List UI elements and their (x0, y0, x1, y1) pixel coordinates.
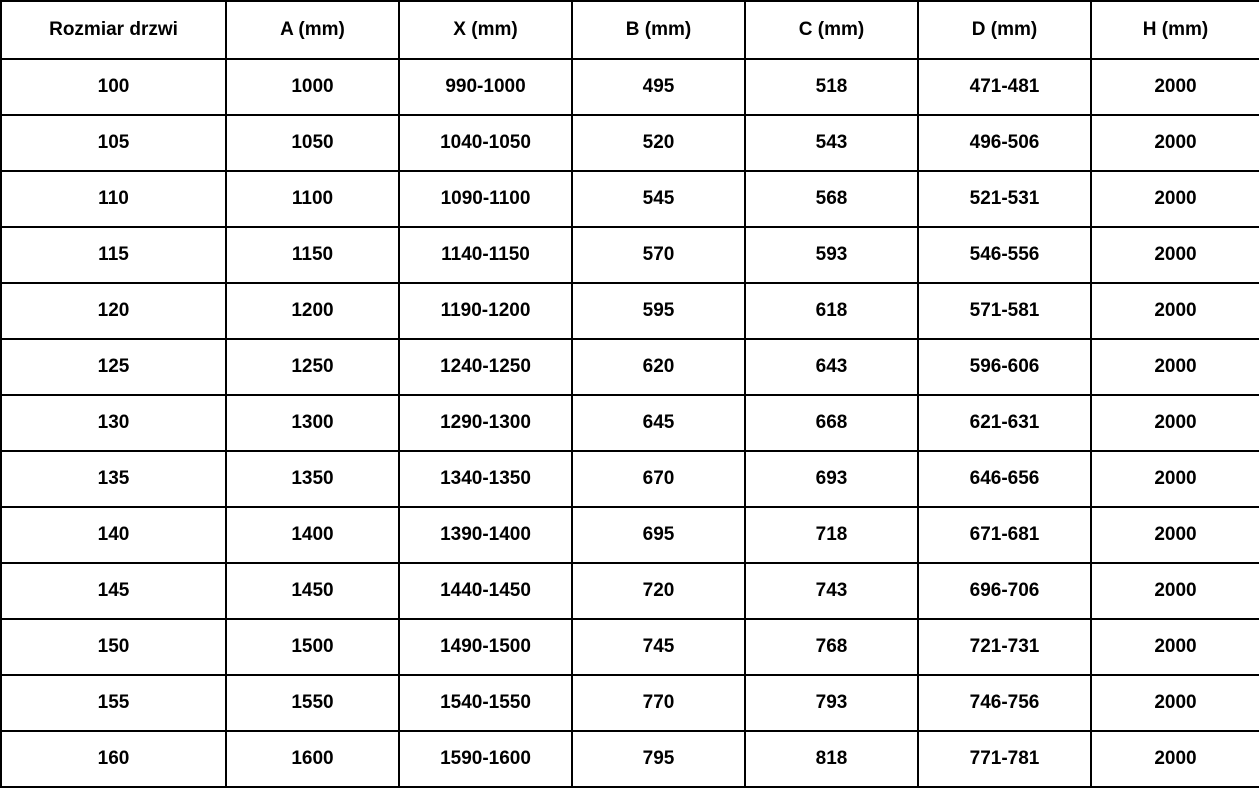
cell-x: 990-1000 (399, 59, 572, 115)
cell-c: 543 (745, 115, 918, 171)
cell-d: 471-481 (918, 59, 1091, 115)
cell-b: 795 (572, 731, 745, 787)
table-row (1, 563, 1259, 619)
cell-d: 621-631 (918, 395, 1091, 451)
cell-c: 693 (745, 451, 918, 507)
cell-h: 2000 (1091, 619, 1259, 675)
cell-d: 671-681 (918, 507, 1091, 563)
cell-x: 1490-1500 (399, 619, 572, 675)
cell-a: 1250 (226, 339, 399, 395)
cell-a: 1200 (226, 283, 399, 339)
table-row (1, 59, 1259, 115)
cell-a: 1350 (226, 451, 399, 507)
cell-b: 570 (572, 227, 745, 283)
cell-size: 105 (1, 115, 226, 171)
cell-b: 545 (572, 171, 745, 227)
cell-size: 140 (1, 507, 226, 563)
column-header-x: X (mm) (399, 1, 572, 59)
cell-c: 593 (745, 227, 918, 283)
column-header-d: D (mm) (918, 1, 1091, 59)
cell-x: 1140-1150 (399, 227, 572, 283)
cell-c: 668 (745, 395, 918, 451)
table-row (1, 395, 1259, 451)
cell-b: 495 (572, 59, 745, 115)
cell-x: 1090-1100 (399, 171, 572, 227)
cell-c: 743 (745, 563, 918, 619)
cell-b: 620 (572, 339, 745, 395)
cell-h: 2000 (1091, 675, 1259, 731)
cell-a: 1150 (226, 227, 399, 283)
cell-b: 745 (572, 619, 745, 675)
cell-x: 1540-1550 (399, 675, 572, 731)
cell-size: 160 (1, 731, 226, 787)
column-header-rozmiar-drzwi: Rozmiar drzwi (1, 1, 226, 59)
cell-h: 2000 (1091, 171, 1259, 227)
cell-size: 135 (1, 451, 226, 507)
cell-h: 2000 (1091, 451, 1259, 507)
cell-a: 1000 (226, 59, 399, 115)
cell-size: 120 (1, 283, 226, 339)
cell-a: 1300 (226, 395, 399, 451)
cell-x: 1040-1050 (399, 115, 572, 171)
cell-b: 670 (572, 451, 745, 507)
cell-c: 518 (745, 59, 918, 115)
table-row (1, 507, 1259, 563)
cell-b: 695 (572, 507, 745, 563)
cell-c: 618 (745, 283, 918, 339)
table-header-row (1, 1, 1259, 59)
cell-b: 770 (572, 675, 745, 731)
table-row (1, 115, 1259, 171)
table-row (1, 283, 1259, 339)
cell-x: 1440-1450 (399, 563, 572, 619)
cell-b: 720 (572, 563, 745, 619)
cell-h: 2000 (1091, 283, 1259, 339)
cell-size: 110 (1, 171, 226, 227)
cell-h: 2000 (1091, 563, 1259, 619)
cell-size: 130 (1, 395, 226, 451)
cell-x: 1240-1250 (399, 339, 572, 395)
cell-a: 1400 (226, 507, 399, 563)
cell-a: 1600 (226, 731, 399, 787)
cell-c: 818 (745, 731, 918, 787)
column-header-h: H (mm) (1091, 1, 1259, 59)
table-row (1, 227, 1259, 283)
column-header-b: B (mm) (572, 1, 745, 59)
table-row (1, 731, 1259, 787)
cell-c: 718 (745, 507, 918, 563)
cell-d: 496-506 (918, 115, 1091, 171)
cell-d: 571-581 (918, 283, 1091, 339)
cell-d: 746-756 (918, 675, 1091, 731)
cell-d: 596-606 (918, 339, 1091, 395)
cell-h: 2000 (1091, 507, 1259, 563)
cell-d: 771-781 (918, 731, 1091, 787)
cell-d: 521-531 (918, 171, 1091, 227)
column-header-c: C (mm) (745, 1, 918, 59)
table-row (1, 339, 1259, 395)
cell-h: 2000 (1091, 339, 1259, 395)
table-row (1, 451, 1259, 507)
cell-b: 645 (572, 395, 745, 451)
cell-x: 1190-1200 (399, 283, 572, 339)
column-header-a: A (mm) (226, 1, 399, 59)
cell-a: 1050 (226, 115, 399, 171)
cell-size: 145 (1, 563, 226, 619)
table-row (1, 619, 1259, 675)
cell-a: 1500 (226, 619, 399, 675)
table-row (1, 675, 1259, 731)
cell-d: 696-706 (918, 563, 1091, 619)
cell-x: 1590-1600 (399, 731, 572, 787)
cell-h: 2000 (1091, 59, 1259, 115)
table-row (1, 171, 1259, 227)
cell-x: 1390-1400 (399, 507, 572, 563)
cell-c: 568 (745, 171, 918, 227)
cell-d: 646-656 (918, 451, 1091, 507)
cell-d: 546-556 (918, 227, 1091, 283)
cell-c: 768 (745, 619, 918, 675)
cell-a: 1100 (226, 171, 399, 227)
table-header (1, 1, 1259, 59)
cell-h: 2000 (1091, 115, 1259, 171)
table-body (1, 59, 1259, 787)
cell-x: 1290-1300 (399, 395, 572, 451)
cell-b: 595 (572, 283, 745, 339)
cell-size: 100 (1, 59, 226, 115)
cell-size: 150 (1, 619, 226, 675)
cell-h: 2000 (1091, 227, 1259, 283)
cell-size: 155 (1, 675, 226, 731)
cell-a: 1550 (226, 675, 399, 731)
cell-c: 643 (745, 339, 918, 395)
cell-size: 125 (1, 339, 226, 395)
cell-h: 2000 (1091, 731, 1259, 787)
cell-a: 1450 (226, 563, 399, 619)
cell-h: 2000 (1091, 395, 1259, 451)
cell-b: 520 (572, 115, 745, 171)
cell-size: 115 (1, 227, 226, 283)
cell-d: 721-731 (918, 619, 1091, 675)
cell-c: 793 (745, 675, 918, 731)
cell-x: 1340-1350 (399, 451, 572, 507)
